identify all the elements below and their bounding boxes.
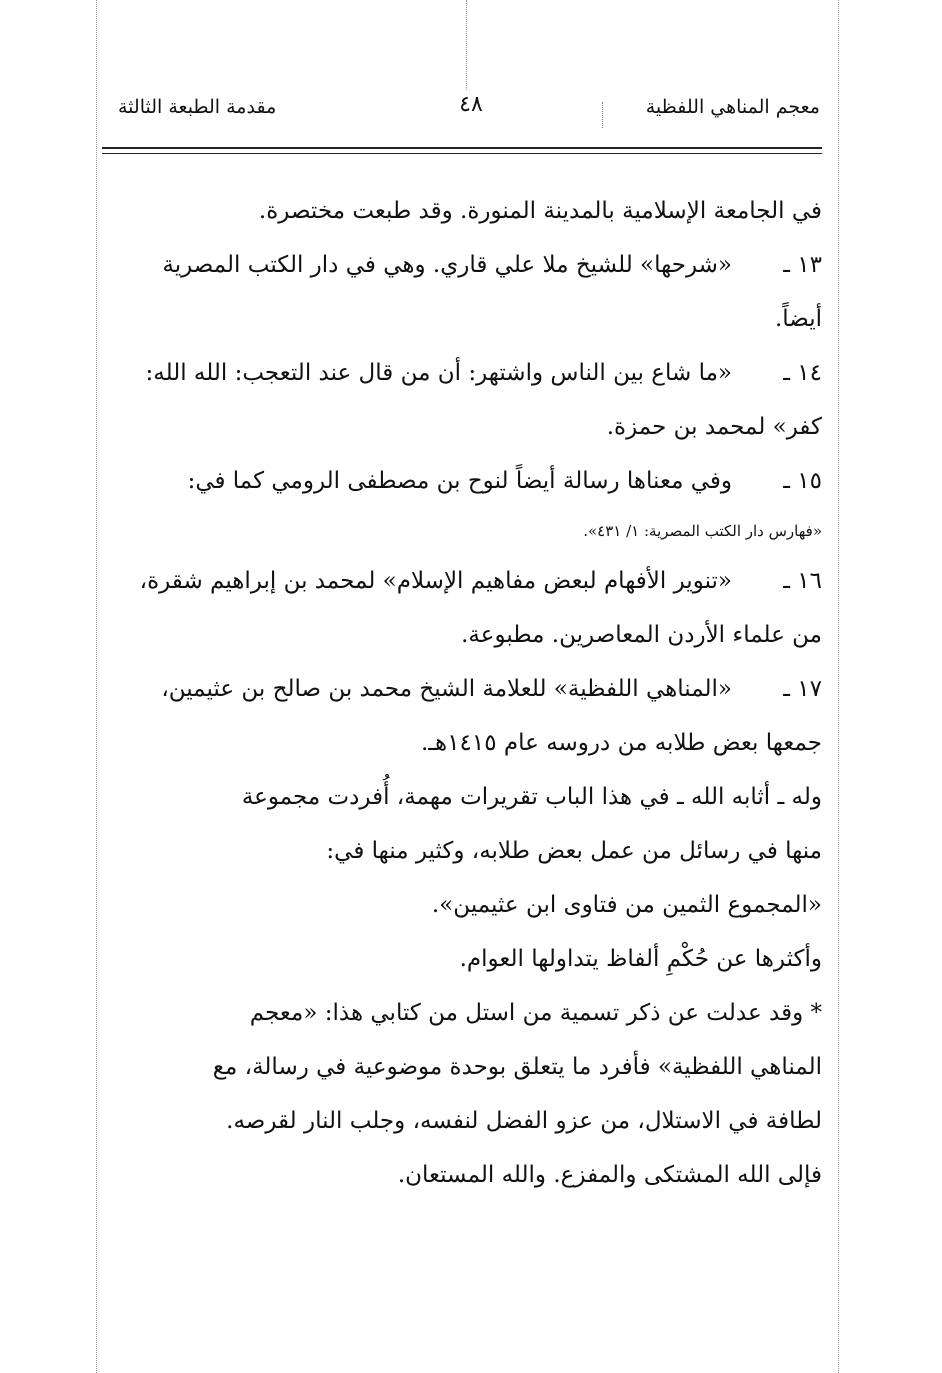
text-line: جمعها بعض طلابه من دروسه عام ١٤١٥هـ. xyxy=(421,730,822,756)
reference-note: «فهارس دار الكتب المصرية: ١/ ٤٣١». xyxy=(583,522,822,540)
list-item-16: ١٦ ـ «تنوير الأفهام لبعض مفاهيم الإسلام» لمحمد بن إبراهيم شقرة، xyxy=(100,554,822,608)
list-item-17: ١٧ ـ «المناهي اللفظية» للعلامة الشيخ محمد بن صالح بن عثيمين، xyxy=(100,662,822,716)
item-number: ١٥ ـ xyxy=(783,468,822,494)
list-item-15: ١٥ ـ وفي معناها رسالة أيضاً لنوح بن مصطفى الرومي كما في: xyxy=(100,454,822,508)
text-line: وأكثرها عن حُكْمِ ألفاظ يتداولها العوام. xyxy=(459,946,822,972)
page-body xyxy=(100,184,822,1202)
text-line: المناهي اللفظية» فأفرد ما يتعلق بوحدة موضوعية في رسالة، مع xyxy=(212,1054,822,1080)
item-number: ١٦ ـ xyxy=(783,568,822,594)
text-line: وله ـ أثابه الله ـ في هذا الباب تقريرات مهمة، أُفردت مجموعة xyxy=(241,784,822,810)
scan-guide-left xyxy=(96,0,97,1373)
text-line: «المجموع الثمين من فتاوى ابن عثيمين». xyxy=(431,892,822,918)
text-line: في الجامعة الإسلامية بالمدينة المنورة. وقد طبعت مختصرة. xyxy=(258,198,822,224)
item-number: ١٤ ـ xyxy=(783,360,822,386)
text-line: * وقد عدلت عن ذكر تسمية من استل من كتابي هذا: «معجم xyxy=(249,1000,822,1026)
list-item-14: ١٤ ـ «ما شاع بين الناس واشتهر: أن من قال عند التعجب: الله الله: xyxy=(100,346,822,400)
text-line: لطافة في الاستلال، من عزو الفضل لنفسه، وجلب النار لقرصه. xyxy=(226,1108,822,1134)
text-line: كفر» لمحمد بن حمزة. xyxy=(606,414,822,440)
page-number: ٤٨ xyxy=(459,92,483,117)
scan-guide-right xyxy=(838,0,839,1373)
header-rule-thick xyxy=(102,147,822,149)
item-number: ١٣ ـ xyxy=(783,252,822,278)
item-number: ١٧ ـ xyxy=(783,676,822,702)
header-section-title: مقدمة الطبعة الثالثة xyxy=(118,96,277,118)
text-line: منها في رسائل من عمل بعض طلابه، وكثير منها في: xyxy=(326,838,822,864)
text-line: فإلى الله المشتكى والمفزع. والله المستعان. xyxy=(397,1162,822,1188)
text-line: أيضاً. xyxy=(774,306,822,332)
text-line: من علماء الأردن المعاصرين. مطبوعة. xyxy=(461,622,822,648)
header-book-title: معجم المناهي اللفظية xyxy=(645,96,820,118)
scan-guide-center xyxy=(466,0,467,90)
list-item-13: ١٣ ـ «شرحها» للشيخ ملا علي قاري. وهي في دار الكتب المصرية xyxy=(100,238,822,292)
header-rule-thin xyxy=(102,153,822,154)
header-separator xyxy=(602,102,604,128)
